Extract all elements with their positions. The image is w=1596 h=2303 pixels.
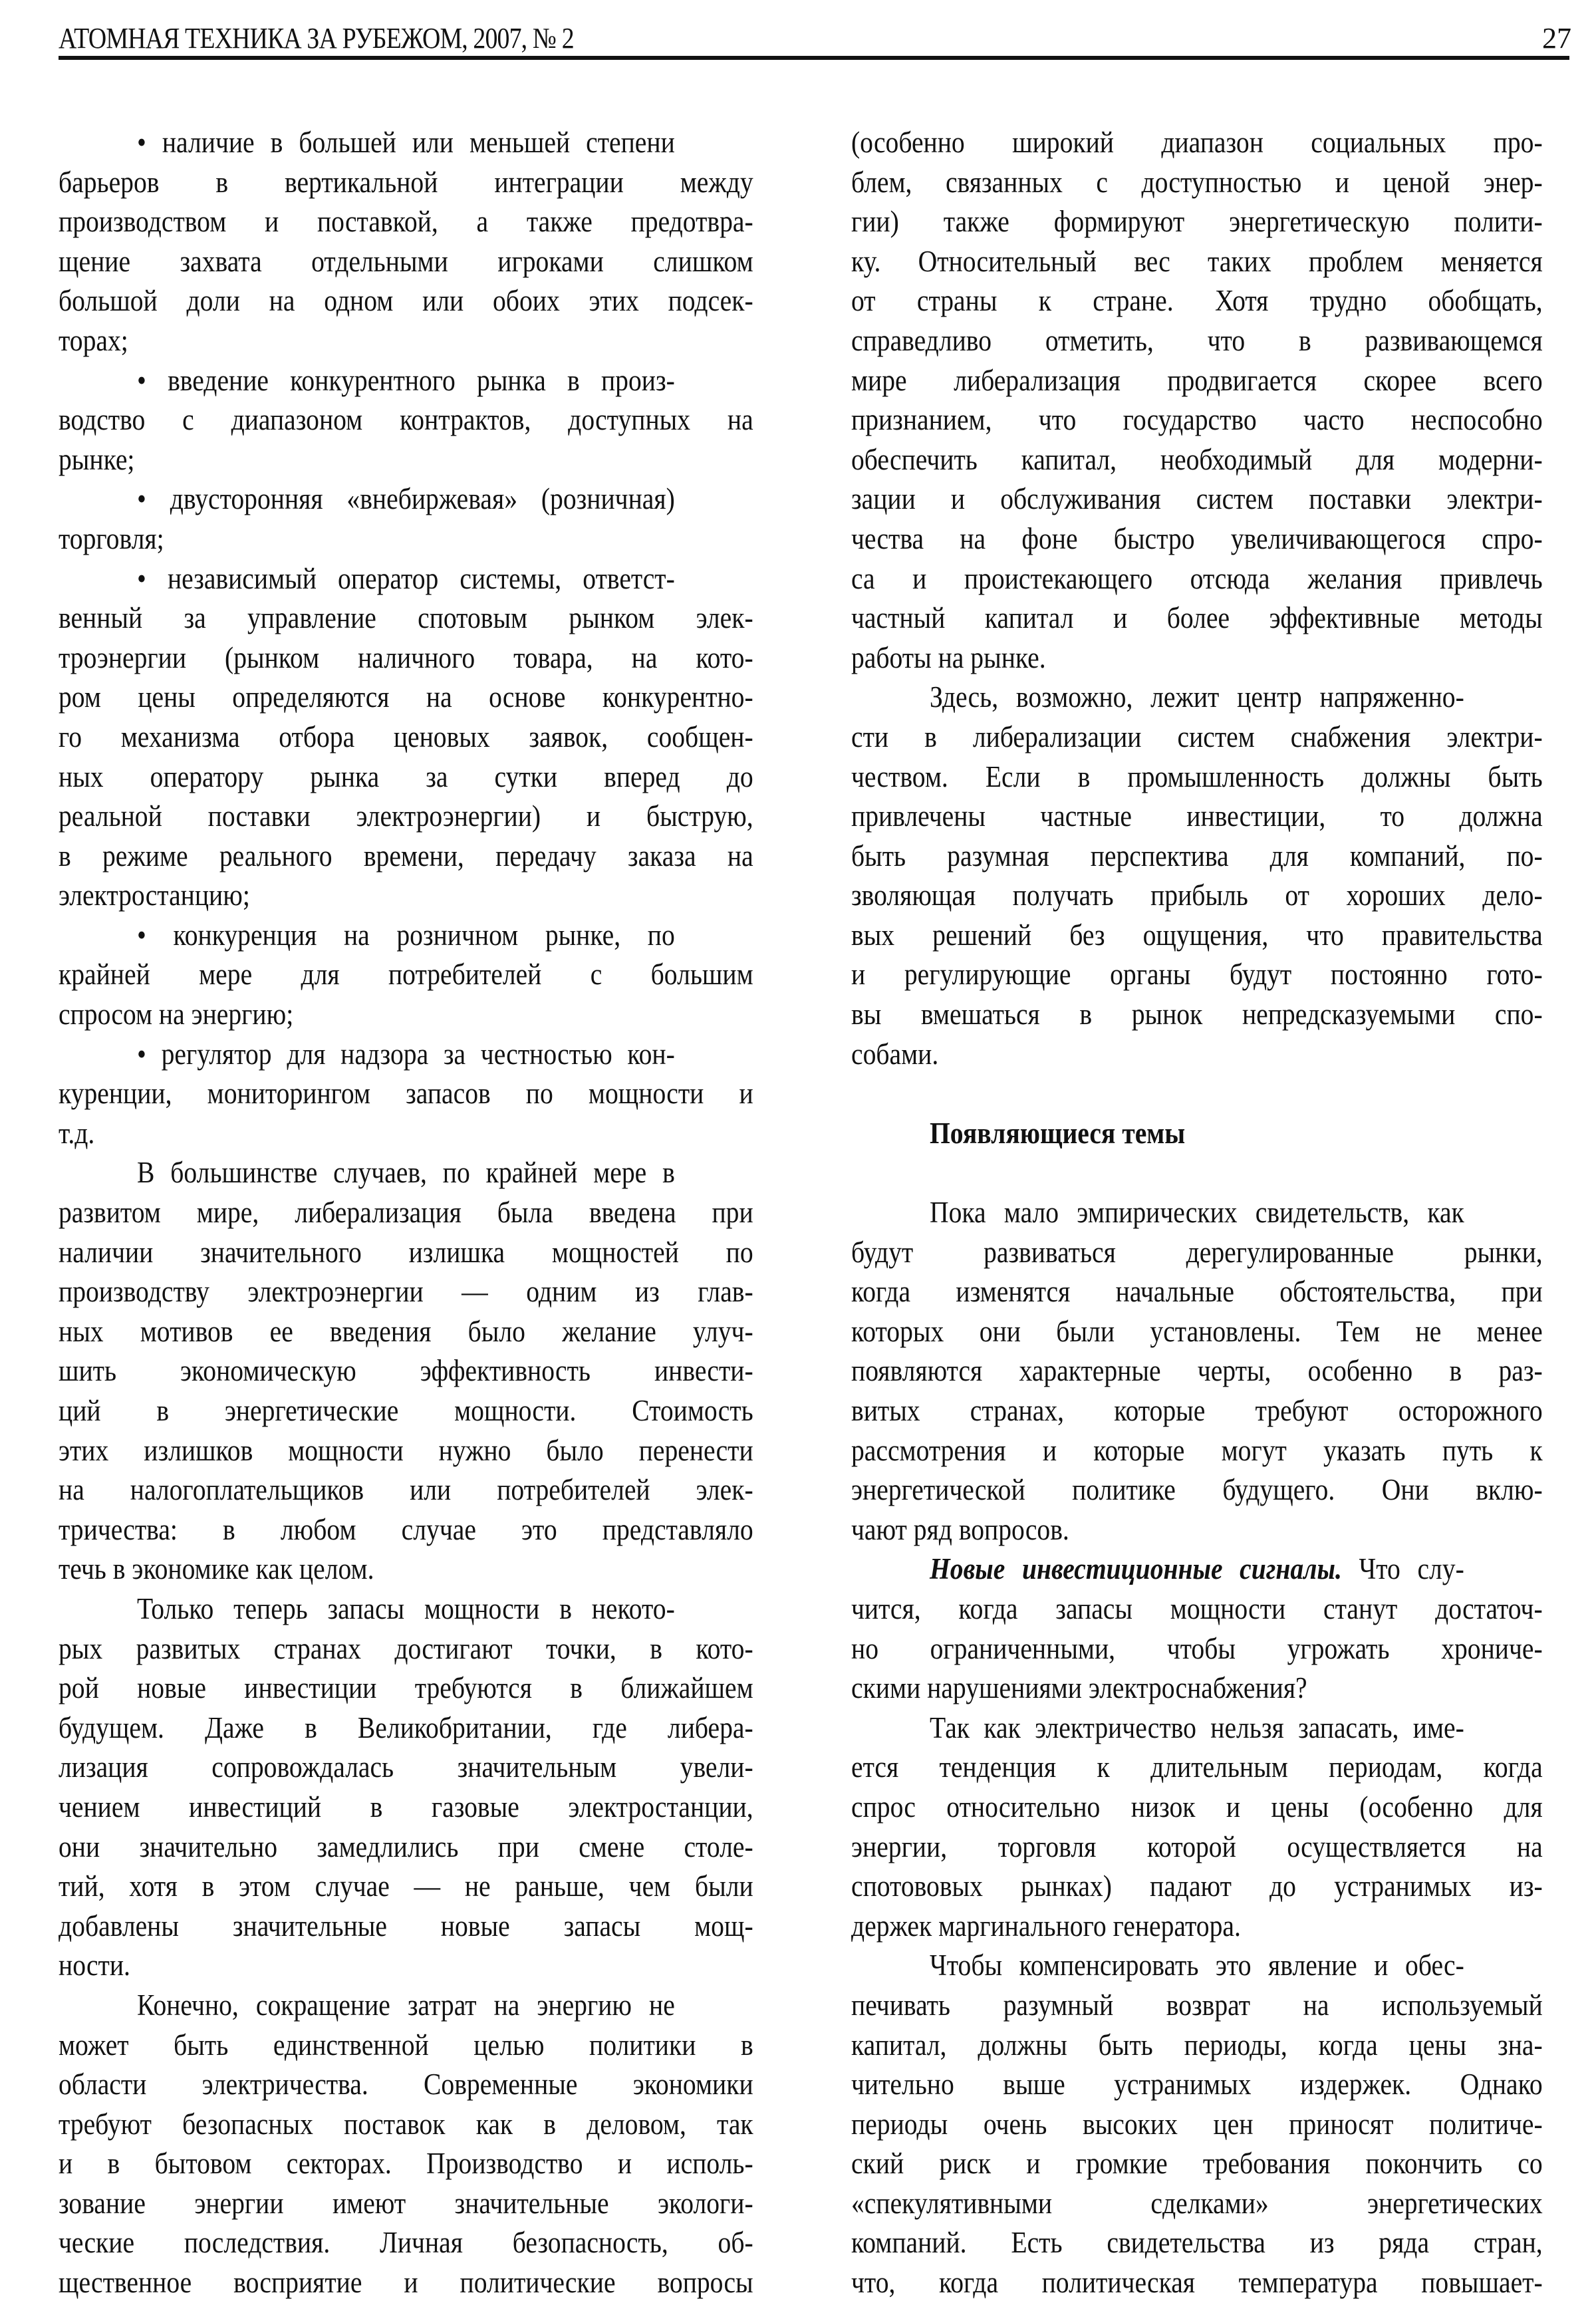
line-text: работы на рынке. <box>851 640 1046 674</box>
text-line <box>851 2026 1543 2066</box>
line-text <box>930 1550 1464 1589</box>
text-line <box>851 1828 1543 1867</box>
text-line <box>851 2105 1543 2145</box>
line-text: блем, связанных с доступностью и ценой энер- <box>851 165 1543 199</box>
text-line <box>851 1272 1543 1312</box>
line-text: появляются характерные черты, особенно в раз- <box>851 1354 1543 1388</box>
text-line <box>851 638 1543 678</box>
line-text: частный капитал и более эффективные методы <box>851 601 1543 635</box>
text-line <box>851 995 1543 1035</box>
text-line <box>851 321 1543 361</box>
text-line <box>851 519 1543 559</box>
page-header <box>59 15 1571 61</box>
line-text: производству электроэнергии — одним из глав- <box>59 1275 753 1309</box>
text-line <box>851 2184 1543 2224</box>
line-text: собами. <box>851 1037 939 1071</box>
text-line <box>59 1828 753 1867</box>
line-text: (особенно широкий диапазон социальных про- <box>851 126 1543 159</box>
line-text: в режиме реального времени, передачу заказа на <box>59 839 753 873</box>
line-text: Чтобы компенсировать это явление и обес- <box>930 1949 1464 1982</box>
text-line <box>851 837 1543 877</box>
line-text: чится, когда запасы мощности станут достаточ- <box>851 1591 1543 1625</box>
text-line <box>59 995 753 1035</box>
line-text: обеспечить капитал, необходимый для модерни- <box>851 442 1543 476</box>
line-text: и в бытовом секторах. Производство и исполь- <box>59 2147 753 2181</box>
line-text: го механизма отбора ценовых заявок, сообщен- <box>59 720 753 753</box>
line-text: ется тенденция к длительным периодам, когда <box>851 1750 1543 1784</box>
text-line <box>851 1669 1543 1708</box>
text-line <box>851 757 1543 797</box>
header-rule <box>59 56 1569 60</box>
text-line <box>59 2263 753 2303</box>
line-text: ский риск и громкие требования покончить со <box>851 2147 1543 2181</box>
text-line <box>59 1510 753 1550</box>
line-text: наличии значительного излишка мощностей по <box>59 1235 753 1269</box>
text-line <box>851 2144 1543 2184</box>
line-text: от страны к стране. Хотя трудно обобщать, <box>851 284 1543 318</box>
line-text: что, когда политическая температура повышает- <box>851 2266 1543 2300</box>
line-text: рых развитых странах достигают точки, в кото- <box>59 1631 753 1665</box>
text-line <box>59 1272 753 1312</box>
text-line <box>59 638 753 678</box>
line-text: привлечены частные инвестиции, то должна <box>851 799 1543 833</box>
line-text: ности. <box>59 1949 130 1982</box>
line-text: торах; <box>59 323 128 357</box>
text-line <box>851 1035 1543 1075</box>
text-line <box>59 757 753 797</box>
text-line <box>59 1391 753 1431</box>
text-line <box>59 1074 753 1114</box>
line-text: быть разумная перспектива для компаний, по- <box>851 839 1543 873</box>
text-line <box>851 1788 1543 1828</box>
text-line <box>59 1470 753 1510</box>
line-text: спросом на энергию; <box>59 998 294 1031</box>
text-line <box>59 1035 753 1075</box>
line-text: скими нарушениями электроснабжения? <box>851 1671 1307 1705</box>
line-text: тричества: в любом случае это представляло <box>59 1512 753 1546</box>
line-text: са и проистекающего отсюда желания привлечь <box>851 561 1543 595</box>
text-line <box>851 163 1543 203</box>
line-text: признанием, что государство часто неспособно <box>851 403 1543 437</box>
line-text: ром цены определяются на основе конкурентно- <box>59 680 753 714</box>
line-text: энергетической политике будущего. Они вклю- <box>851 1473 1543 1507</box>
line-text: области электричества. Современные экономики <box>59 2068 753 2101</box>
text-line <box>851 1907 1543 1947</box>
line-text: спрос относительно низок и цены (особенно для <box>851 1790 1543 1824</box>
text-line <box>851 1589 1543 1629</box>
page-number: 27 <box>1542 22 1571 55</box>
line-text: венный за управление спотовым рынком элек- <box>59 601 753 635</box>
line-text: лизация сопровождалась значительным увели- <box>59 1750 753 1784</box>
line-text: зации и обслуживания систем поставки электри- <box>851 482 1543 516</box>
line-text: троэнергии (рынком наличного товара, на кото- <box>59 640 753 674</box>
journal-title: АТОМНАЯ ТЕХНИКА ЗА РУБЕЖОМ, 2007, № 2 <box>59 22 574 55</box>
text-line <box>851 242 1543 282</box>
text-line <box>59 1788 753 1828</box>
line-text: они значительно замедлились при смене столе- <box>59 1829 753 1863</box>
line-text: тий, хотя в этом случае — не раньше, чем были <box>59 1869 753 1903</box>
text-line <box>59 837 753 877</box>
line-text: зволяющая получать прибыль от хороших дело- <box>851 879 1543 912</box>
line-text: т.д. <box>59 1116 95 1150</box>
line-text: энергии, торговля которой осуществляется на <box>851 1829 1543 1863</box>
text-line <box>59 2065 753 2105</box>
text-line <box>59 1114 753 1154</box>
line-text: В большинстве случаев, по крайней мере в <box>137 1156 675 1190</box>
text-line <box>59 1233 753 1273</box>
line-text: справедливо отметить, что в развивающемся <box>851 323 1543 357</box>
text-line <box>59 202 753 242</box>
text-line <box>59 599 753 638</box>
text-line <box>59 1153 753 1193</box>
text-line <box>851 559 1543 599</box>
text-line <box>59 1312 753 1352</box>
line-text: печивать разумный возврат на используемый <box>851 1988 1543 2022</box>
line-text: развитом мире, либерализация была введена при <box>59 1196 753 1230</box>
line-text: держек маргинального генератора. <box>851 1909 1241 1943</box>
line-text: • двусторонняя «внебиржевая» (розничная) <box>137 482 675 516</box>
text-line <box>851 400 1543 440</box>
line-text: электростанцию; <box>59 879 250 912</box>
text-line <box>851 876 1543 916</box>
line-text: чества на фоне быстро увеличивающегося спро- <box>851 521 1543 555</box>
text-line <box>59 519 753 559</box>
line-text: зование энергии имеют значительные экологи- <box>59 2186 753 2220</box>
line-text: вых решений без ощущения, что правительства <box>851 918 1543 952</box>
text-line <box>851 599 1543 638</box>
line-text: витых странах, которые требуют осторожного <box>851 1394 1543 1427</box>
line-text: спотововых рынках) падают до устранимых из- <box>851 1869 1543 1903</box>
text-line <box>59 1550 753 1589</box>
line-text: торговля; <box>59 521 164 555</box>
line-text: большой доли на одном или обоих этих подсек- <box>59 284 753 318</box>
text-line <box>59 1708 753 1748</box>
line-text: ных мотивов ее введения было желание улуч- <box>59 1314 753 1348</box>
line-text: куренции, мониторингом запасов по мощности и <box>59 1077 753 1111</box>
line-text: Пока мало эмпирических свидетельств, как <box>930 1196 1464 1230</box>
line-text: Конечно, сокращение затрат на энергию не <box>137 1988 675 2022</box>
text-line <box>851 1629 1543 1669</box>
line-text: рой новые инвестиции требуются в ближайшем <box>59 1671 753 1705</box>
text-line <box>59 1946 753 1986</box>
blank-line <box>851 1074 1543 1114</box>
line-text: • введение конкурентного рынка в произ- <box>137 363 675 397</box>
line-text: Только теперь запасы мощности в некото- <box>137 1591 675 1625</box>
text-line <box>59 2144 753 2184</box>
text-line <box>59 876 753 916</box>
line-text: ций в энергетические мощности. Стоимость <box>59 1394 753 1427</box>
line-text: когда изменятся начальные обстоятельства, при <box>851 1275 1543 1309</box>
text-line <box>59 400 753 440</box>
text-line <box>851 797 1543 837</box>
text-line <box>59 2026 753 2066</box>
line-rest: Что слу- <box>1359 1552 1464 1586</box>
line-text: • конкуренция на розничном рынке, по <box>137 918 675 952</box>
text-line <box>59 440 753 480</box>
line-text: требуют безопасных поставок как в деловом, так <box>59 2107 753 2141</box>
text-line <box>59 916 753 956</box>
line-text: этих излишков мощности нужно было перенести <box>59 1433 753 1467</box>
line-text: • независимый оператор системы, ответст- <box>137 561 675 595</box>
line-text: сти в либерализации систем снабжения электри- <box>851 720 1543 753</box>
text-line <box>851 1312 1543 1352</box>
text-line <box>851 440 1543 480</box>
line-text: ческие последствия. Личная безопасность, об- <box>59 2226 753 2260</box>
line-text: производством и поставкой, а также предотвра- <box>59 205 753 239</box>
text-line <box>851 916 1543 956</box>
line-text: ку. Относительный вес таких проблем меняется <box>851 244 1543 278</box>
text-line <box>851 955 1543 995</box>
text-line <box>851 2065 1543 2105</box>
text-line <box>59 1986 753 2026</box>
text-line <box>59 163 753 203</box>
text-line <box>851 2263 1543 2303</box>
line-text: реальной поставки электроэнергии) и быструю, <box>59 799 753 833</box>
text-line <box>851 1233 1543 1273</box>
line-text: чают ряд вопросов. <box>851 1512 1069 1546</box>
text-line <box>59 2184 753 2224</box>
line-text: щение захвата отдельными игроками слишком <box>59 244 753 278</box>
text-line <box>851 1986 1543 2026</box>
text-line <box>851 1510 1543 1550</box>
line-text: чеством. Если в промышленность должны быть <box>851 759 1543 793</box>
line-text: добавлены значительные новые запасы мощ- <box>59 1909 753 1943</box>
text-line <box>59 1431 753 1471</box>
text-line <box>851 1431 1543 1471</box>
text-line <box>851 1748 1543 1788</box>
line-text: чительно выше устранимых издержек. Однако <box>851 2068 1543 2101</box>
text-line <box>59 678 753 718</box>
text-line <box>59 1193 753 1233</box>
text-line <box>59 2105 753 2145</box>
text-line <box>851 1550 1543 1589</box>
right-column <box>851 123 1543 2303</box>
text-line <box>59 321 753 361</box>
line-text: будут развиваться дерегулированные рынки, <box>851 1235 1543 1269</box>
line-text: гии) также формируют энергетическую полити- <box>851 205 1543 239</box>
text-line <box>59 1351 753 1391</box>
text-line <box>59 281 753 321</box>
text-line <box>851 1867 1543 1907</box>
line-text: будущем. Даже в Великобритании, где либера- <box>59 1710 753 1744</box>
line-text: рассмотрения и которые могут указать путь к <box>851 1433 1543 1467</box>
line-text: щественное восприятие и политические вопросы <box>59 2266 753 2300</box>
line-text: Так как электричество нельзя запасать, име- <box>930 1710 1464 1744</box>
line-text: но ограниченными, чтобы угрожать хрониче- <box>851 1631 1543 1665</box>
text-line <box>851 1391 1543 1431</box>
text-line <box>851 1351 1543 1391</box>
text-line <box>59 559 753 599</box>
inline-subheading: Новые инвестиционные сигналы. <box>930 1552 1359 1586</box>
text-line <box>59 242 753 282</box>
line-text: ных оператору рынка за сутки вперед до <box>59 759 753 793</box>
text-line <box>851 2223 1543 2263</box>
line-text: «спекулятивными сделками» энергетических <box>851 2186 1543 2220</box>
text-line <box>59 1907 753 1947</box>
line-text: периоды очень высоких цен приносят политиче- <box>851 2107 1543 2141</box>
line-text: Появляющиеся темы <box>930 1116 1186 1150</box>
line-text: шить экономическую эффективность инвести- <box>59 1354 753 1388</box>
blank-line <box>851 1153 1543 1193</box>
line-text: чением инвестиций в газовые электростанции, <box>59 1790 753 1824</box>
text-line <box>59 479 753 519</box>
line-text: может быть единственной целью политики в <box>59 2028 753 2062</box>
text-line <box>851 361 1543 401</box>
text-line <box>851 202 1543 242</box>
line-text: рынке; <box>59 442 135 476</box>
text-line <box>851 1946 1543 1986</box>
text-line <box>851 479 1543 519</box>
line-text: капитал, должны быть периоды, когда цены зна- <box>851 2028 1543 2062</box>
line-text: которых они были установлены. Тем не менее <box>851 1314 1543 1348</box>
text-line <box>851 281 1543 321</box>
text-line <box>851 718 1543 757</box>
text-line <box>59 1589 753 1629</box>
text-line <box>851 678 1543 718</box>
text-line <box>59 797 753 837</box>
line-text: • наличие в большей или меньшей степени <box>137 126 675 159</box>
line-text: вы вмешаться в рынок непредсказуемыми спо- <box>851 998 1543 1031</box>
line-text: компаний. Есть свидетельства из ряда стран, <box>851 2226 1543 2260</box>
line-text: течь в экономике как целом. <box>59 1552 374 1586</box>
text-line <box>59 1629 753 1669</box>
line-text: • регулятор для надзора за честностью кон- <box>137 1037 675 1071</box>
text-line <box>851 123 1543 163</box>
text-line <box>59 718 753 757</box>
line-text: на налогоплательщиков или потребителей элек- <box>59 1473 753 1507</box>
line-text: водство с диапазоном контрактов, доступных на <box>59 403 753 437</box>
text-line <box>59 1867 753 1907</box>
text-line <box>59 2223 753 2263</box>
text-line <box>851 1193 1543 1233</box>
line-text: Здесь, возможно, лежит центр напряженно- <box>930 680 1464 714</box>
section-heading <box>851 1114 1543 1154</box>
text-line <box>59 955 753 995</box>
text-line <box>851 1708 1543 1748</box>
line-text: мире либерализация продвигается скорее всего <box>851 363 1543 397</box>
text-line <box>59 123 753 163</box>
text-line <box>59 1748 753 1788</box>
text-line <box>59 361 753 401</box>
left-column <box>59 123 753 2303</box>
line-text: крайней мере для потребителей с большим <box>59 958 753 992</box>
text-line <box>59 1669 753 1708</box>
line-text: барьеров в вертикальной интеграции между <box>59 165 753 199</box>
text-line <box>851 1470 1543 1510</box>
line-text: и регулирующие органы будут постоянно гото- <box>851 958 1543 992</box>
